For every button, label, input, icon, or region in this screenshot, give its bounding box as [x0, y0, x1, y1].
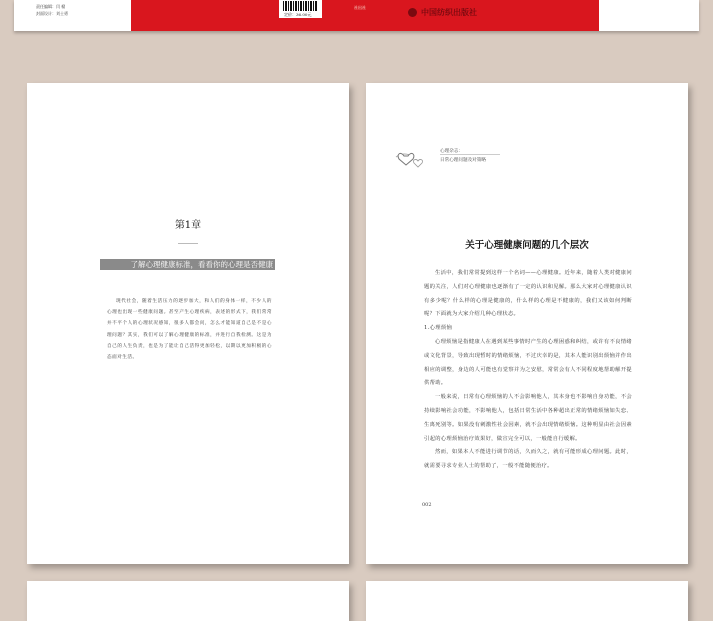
- chapter-divider: [178, 243, 198, 244]
- barcode: [279, 0, 322, 18]
- cover-credits: [36, 3, 68, 17]
- article-body: [424, 267, 632, 474]
- paragraph: 生活中，我们常常提到这样一个名词——心理健康。近年来，随着人类对健康问题的关注，人们对心理健康也逐渐有了一定的认识和见解。那么大家对心理健康认识有多少呢？什么样的心理是健康的，什么样的心理是不健康的，我们又该如何判断呢？下面就为大家介绍几种心理状态。: [424, 270, 632, 318]
- publisher-name: 中国纺织出版社: [421, 7, 477, 17]
- running-head: [394, 145, 544, 175]
- price-label: 定价：36.00元: [284, 12, 312, 17]
- credit-editor: 责任编辑：闫 榴: [36, 4, 66, 9]
- article-title: 关于心理健康问题的几个层次: [465, 240, 589, 251]
- chapter-number: 第1章: [174, 220, 202, 231]
- paragraph: 然而，如果本人不能进行调节的话，久而久之，就有可能形成心理问题。此时，就需要寻求专业人士的帮助了，一般不能随便治疗。: [424, 449, 632, 470]
- page-number: 002: [422, 502, 432, 508]
- series-title: 心理杂志：: [440, 149, 463, 154]
- spine-text: 社出社: [354, 5, 366, 10]
- heart-icon: [394, 147, 436, 169]
- running-head-rule: [440, 154, 500, 155]
- publisher-logo-icon: [408, 8, 417, 17]
- next-page-right: [366, 581, 688, 621]
- paragraph: 心理烦恼是指健康人在遇到某些事情时产生的心理困惑和纠结，或许有不良情绪或文化背景，导致出现暂时的情绪烦恼，不过庆幸的是，其本人能识别出烦恼并作出相应的调整，身边的人可能也有觉察并为之安慰，常常会有人不同程度地帮助解开提供帮助。: [424, 338, 632, 387]
- barcode-icon: [283, 1, 318, 11]
- book-cover-strip: [14, 0, 699, 31]
- series-subtitle: 日常心理问题及对策略: [440, 158, 486, 163]
- chapter-banner: 了解心理健康标准，看看你的心理是否健康: [100, 259, 275, 270]
- section-heading: 1.心理烦恼: [424, 325, 453, 332]
- left-page: [27, 83, 349, 564]
- chapter-intro-text: 现代社会，随着生活压力的逐步加大，和人们的身体一样，不少人的心理也出现一些健康问题。甚至产生心理疾病，表述的形式下，我们常常并不平个人的心理状况感知，很多人都会问，怎么才能知道自己是不是心理问题？其实，我们可以了解心理健康的标准，并进行自我检测。这是为自己的人生负责，也是为了能让自己活得更加轻松，以期以更加积极的心态面对生活。: [107, 299, 272, 361]
- next-page-left: [27, 581, 349, 621]
- cover-red-panel: [131, 0, 599, 31]
- right-page: [366, 83, 688, 564]
- paragraph: 一般来说，日常有心理烦恼的人不会影响他人，其本身也不影响自身功能，不会持续影响社会功能，不影响他人，包括日常生活中各种超出正常的情绪烦恼如失恋、生离死别等。如果没有刺激性社会因素，就不会出现情绪烦恼。这种明显由社会因素引起的心理烦恼治疗效果好，做宣完全可以，一般能自行缓解。: [424, 394, 632, 442]
- credit-designer: 封面设计：刘士勇: [36, 11, 68, 16]
